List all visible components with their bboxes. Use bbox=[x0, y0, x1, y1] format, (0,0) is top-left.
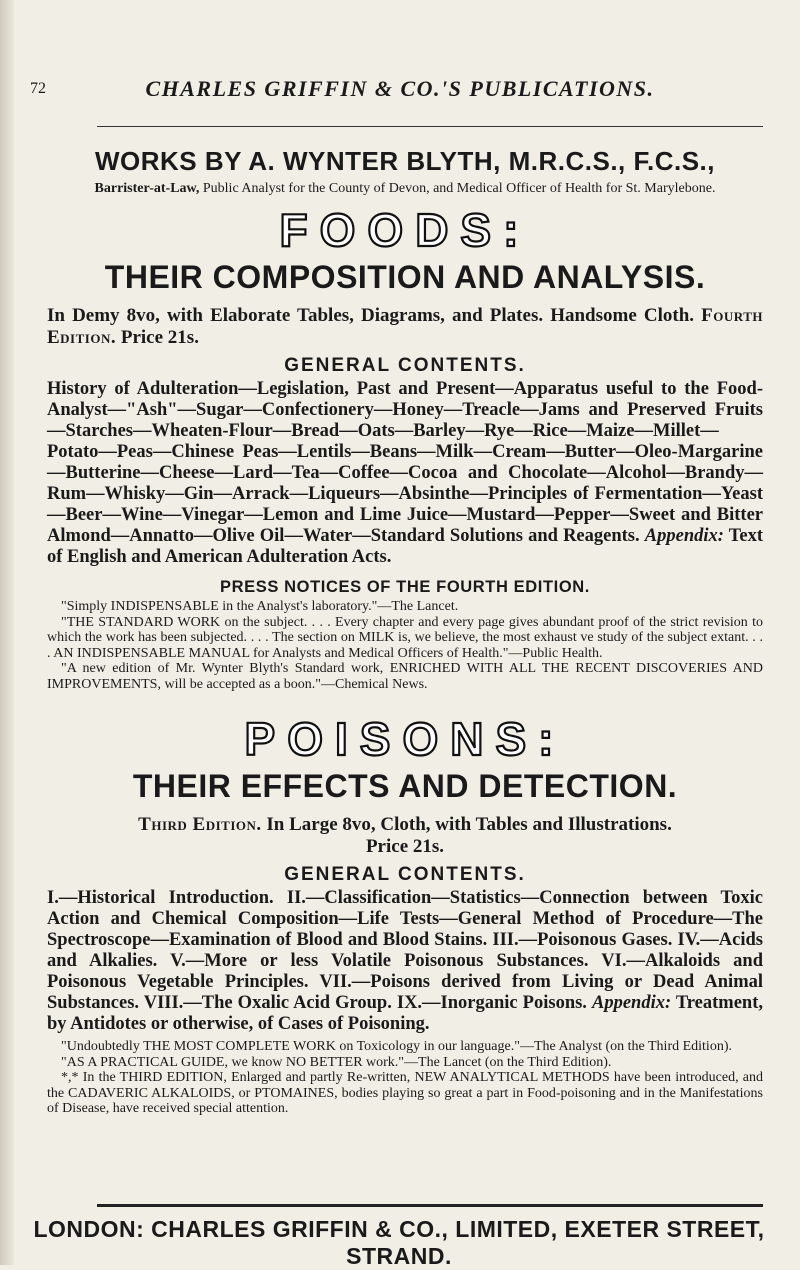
author-credentials bbox=[47, 181, 763, 197]
page-number: 72 bbox=[30, 80, 46, 97]
poisons-edition: Third Edition. bbox=[138, 814, 262, 835]
poisons-notice-1: "Undoubtedly THE MOST COMPLETE WORK on Toxicology in our language."—The Analyst (on the Third Edition). bbox=[61, 1039, 732, 1054]
poisons-title: POISONS: bbox=[244, 713, 566, 765]
foods-format bbox=[47, 305, 763, 349]
foods-title: FOODS: bbox=[279, 204, 531, 256]
foods-contents-text: History of Adulteration—Legislation, Past and Present—Apparatus useful to the Food-Analyst—"Ash"—Sugar—Confectionery—Honey—Treacle—Jams and Preserved Fruits—Starches—Wheaten-Flour—Bread—Oats—Barley—Rye—Rice—Maize—Millet—Potato—Peas—Chinese Peas—Lentils—Beans—Milk—Cream—Butter—Oleo-Margarine—Butterine—Cheese—Lard—Tea—Coffee—Cocoa and Chocolate—Alcohol—Brandy—Rum—Whisky—Gin—Arrack—Liqueurs—Absinthe—Principles of Fermentation—Yeast—Beer—Wine—Vinegar—Lemon and Lime Juice—Mustard—Pepper—Sweet and Bitter Almond—Annatto—Olive Oil—Water—Standard Solutions and Reagents. bbox=[47, 379, 763, 546]
foods-section bbox=[47, 140, 763, 692]
foods-contents bbox=[47, 379, 763, 568]
poisons-contents-text: I.—Historical Introduction. II.—Classification—Statistics—Connection between Toxic Action and Chemical Composition—Life Tests—General Method of Procedure—The Spectroscope—Examination of Blood and Blood Stains. III.—Poisonous Gases. IV.—Acids and Alkalies. V.—More or less Volatile Poisonous Substances. VI.—Alkaloids and Poisonous Vegetable Principles. VII.—Poisons derived from Living or Dead Animal Substances. VIII.—The Oxalic Acid Group. IX.—Inorganic Poisons. bbox=[47, 888, 763, 1013]
foods-appendix-text: Text of English and American Adulteration Acts. bbox=[47, 526, 764, 567]
foods-notice-3: "A new edition of Mr. Wynter Blyth's Standard work, ENRICHED WITH ALL THE RECENT DISCOVERIES AND IMPROVEMENTS, will be accepted as a boon."—Chemical News. bbox=[47, 661, 763, 692]
poisons-contents-heading: GENERAL CONTENTS. bbox=[284, 864, 526, 885]
poisons-appendix-label: Appendix: bbox=[591, 993, 672, 1013]
foods-edition: Fourth Edition. bbox=[47, 305, 763, 348]
header-rule bbox=[97, 126, 763, 127]
foods-format-text: In Demy 8vo, with Elaborate Tables, Diagrams, and Plates. Handsome Cloth. bbox=[47, 305, 695, 326]
poisons-format bbox=[47, 814, 763, 836]
credentials-lead: Barrister-at-Law, bbox=[94, 181, 200, 196]
poisons-notice-3: *,* In the THIRD EDITION, Enlarged and partly Re-written, NEW ANALYTICAL METHODS have been introduced, and the CADAVERIC ALKALOIDS, or PTOMAINES, bodies playing so great a part in Food-poisoning and in the Manifestations of Disease, have received special attention. bbox=[47, 1070, 763, 1116]
credentials-text: Public Analyst for the County of Devon, and Medical Officer of Health for St. Marylebone. bbox=[202, 181, 716, 196]
foods-notice-1: "Simply INDISPENSABLE in the Analyst's laboratory."—The Lancet. bbox=[61, 599, 459, 614]
foods-notices-heading: PRESS NOTICES OF THE FOURTH EDITION. bbox=[220, 578, 590, 596]
running-title: CHARLES GRIFFIN & CO.'S PUBLICATIONS. bbox=[145, 76, 655, 101]
running-head bbox=[0, 68, 800, 101]
poisons-appendix-text: Treatment, by Antidotes or otherwise, of Cases of Poisoning. bbox=[47, 993, 763, 1034]
poisons-notice-2: "AS A PRACTICAL GUIDE, we know NO BETTER work."—The Lancet (on the Third Edition). bbox=[61, 1054, 612, 1070]
poisons-format-text: In Large 8vo, Cloth, with Tables and Illustrations. bbox=[266, 814, 672, 835]
publisher-imprint: LONDON: CHARLES GRIFFIN & CO., LIMITED, EXETER STREET, STRAND. bbox=[33, 1216, 765, 1269]
poisons-subtitle: THEIR EFFECTS AND DETECTION. bbox=[132, 768, 678, 804]
foods-contents-heading: GENERAL CONTENTS. bbox=[284, 355, 526, 376]
footer-rule bbox=[97, 1204, 763, 1207]
foods-notice-2: "THE STANDARD WORK on the subject. . . . Every chapter and every page gives abundant proof of the strict revision to which the work has been subjected. . . . The section on MILK is, we believe, the most exhaust ve study of the subject extant. . . . AN INDISPENSABLE MANUAL for Analysts and Medical Officers of Health."—Public Health. bbox=[47, 614, 763, 661]
foods-price: Price 21s. bbox=[120, 327, 199, 348]
foods-subtitle: THEIR COMPOSITION AND ANALYSIS. bbox=[104, 259, 706, 295]
poisons-contents bbox=[47, 888, 763, 1035]
poisons-section bbox=[47, 708, 763, 1117]
poisons-price: Price 21s. bbox=[365, 836, 445, 857]
works-heading: WORKS BY A. WYNTER BLYTH, M.R.C.S., F.C.S., bbox=[94, 146, 716, 176]
foods-appendix-label: Appendix: bbox=[644, 526, 724, 546]
